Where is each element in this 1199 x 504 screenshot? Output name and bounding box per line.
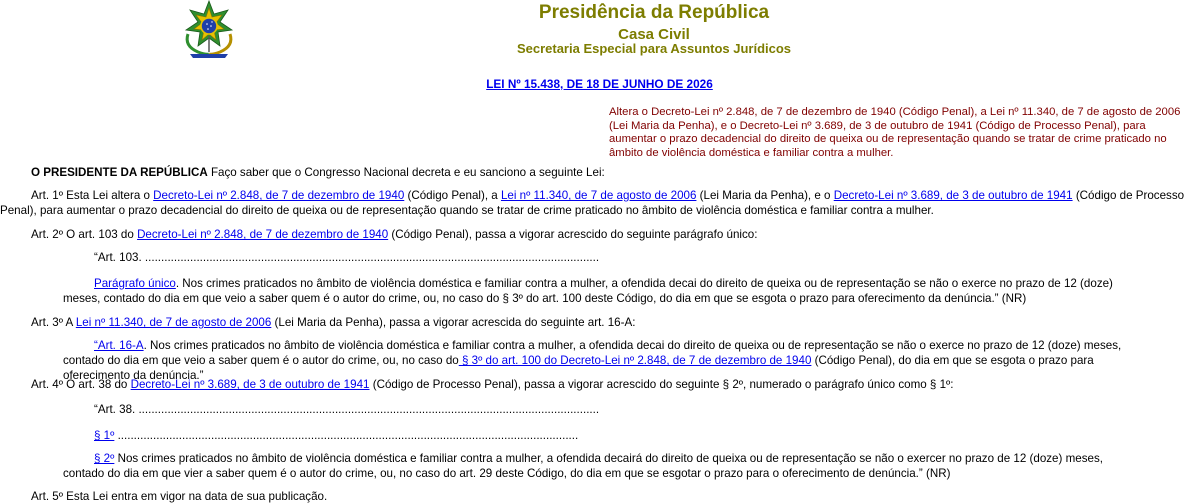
article-5: Art. 5º Esta Lei entra em vigor na data de sua publicação. bbox=[31, 490, 328, 503]
art3-text-2: (Lei Maria da Penha), passa a vigorar acrescida do seguinte art. 16-A: bbox=[271, 316, 636, 329]
art3-text-1: Art. 3º A bbox=[31, 316, 76, 329]
art16a-text-1: . Nos crimes praticados no âmbito de violência doméstica e familiar contra a mulher, a ofendida decai do direito de queixa ou de representação se não o exerce no prazo de 12 (doze) meses, contado do dia em que veio a saber quem é o autor do crime, ou, no caso do bbox=[63, 339, 1122, 367]
art2-paragrafo-unico-link[interactable]: Parágrafo único bbox=[94, 277, 176, 290]
art2-text-1: Art. 2º O art. 103 do bbox=[31, 228, 138, 241]
art4-paragraph-1-text: ............................................................................................................................................... bbox=[114, 429, 579, 442]
article-1 bbox=[0, 188, 1195, 218]
art4-text-2: (Código de Processo Penal), passa a vigorar acrescido do seguinte § 2º, numerado o parágrafo único como § 1º: bbox=[369, 378, 954, 391]
art16a-text-2: (Código Penal), do dia em que se esgota o prazo para oferecimento da denúncia.” bbox=[63, 354, 1094, 382]
art4-link-decreto-3689[interactable]: Decreto-Lei nº 3.689, de 3 de outubro de 1941 bbox=[130, 378, 370, 391]
art4-paragraph-1-link[interactable]: § 1º bbox=[94, 429, 115, 442]
header-secretariat: Secretaria Especial para Assuntos Jurídicos bbox=[516, 41, 792, 56]
art4-paragraph-2-link[interactable]: § 2º bbox=[94, 452, 115, 465]
art4-paragraph-2-text: Nos crimes praticados no âmbito de violência doméstica e familiar contra a mulher, a ofendida decairá do direito de queixa ou de representação se não o exercer no prazo de 12 (doze) meses, contado do dia em que vier a saber quem é o autor do crime, ou, no caso do art. 29 deste Código, do dia em que se esgotar o prazo para o oferecimento de denúncia.” (NR) bbox=[63, 452, 1103, 480]
art1-link-decreto-3689[interactable]: Decreto-Lei nº 3.689, de 3 de outubro de 1941 bbox=[833, 189, 1073, 202]
brazil-coat-of-arms-icon bbox=[178, 0, 240, 60]
law-title-link[interactable]: LEI Nº 15.438, DE 18 DE JUNHO DE 2026 bbox=[486, 77, 713, 91]
art1-link-lei-11340[interactable]: Lei nº 11.340, de 7 de agosto de 2006 bbox=[500, 189, 697, 202]
art1-text-3: (Lei Maria da Penha), e o bbox=[696, 189, 834, 202]
art1-text-1: Art. 1º Esta Lei altera o bbox=[31, 189, 154, 202]
header-title: Presidência da República bbox=[538, 2, 770, 23]
article-2 bbox=[31, 227, 1181, 242]
preamble bbox=[31, 165, 1181, 180]
art4-paragraph-2 bbox=[63, 451, 1143, 481]
art4-text-1: Art. 4º O art. 38 do bbox=[31, 378, 131, 391]
art2-paragrafo-unico bbox=[63, 276, 1143, 306]
article-3 bbox=[31, 315, 1181, 330]
art16a-link[interactable]: “Art. 16-A bbox=[94, 339, 144, 352]
art16a-link-art100[interactable]: § 3º do art. 100 do Decreto-Lei nº 2.848, de 7 de dezembro de 1940 bbox=[458, 354, 812, 367]
header-subtitle: Casa Civil bbox=[618, 26, 690, 43]
art4-paragraph-1 bbox=[94, 428, 1174, 443]
article-4 bbox=[31, 377, 1181, 392]
law-ementa: Altera o Decreto-Lei nº 2.848, de 7 de dezembro de 1940 (Código Penal), a Lei nº 11.340, de 7 de agosto de 2006 (Lei Maria da Penha), e o Decreto-Lei nº 3.689, de 3 de outubro de 1941 (Código de Processo Penal), para aumentar o prazo decadencial do direito de queixa ou de representação quando se tratar de crime praticado no âmbito de violência doméstica e familiar contra a mulher. bbox=[609, 106, 1181, 159]
art2-text-2: (Código Penal), passa a vigorar acrescido do seguinte parágrafo único: bbox=[388, 228, 758, 241]
art1-text-4: (Código de Processo Penal), para aumentar o prazo decadencial do direito de queixa ou de representação quando se tratar de crime praticado no âmbito de violência doméstica e familiar contra a mulher. bbox=[0, 189, 1185, 217]
art2-link-decreto-2848[interactable]: Decreto-Lei nº 2.848, de 7 de dezembro de 1940 bbox=[137, 228, 389, 241]
page-header bbox=[0, 0, 1199, 70]
art1-link-decreto-2848[interactable]: Decreto-Lei nº 2.848, de 7 de dezembro de 1940 bbox=[153, 189, 405, 202]
art1-text-2: (Código Penal), a bbox=[404, 189, 501, 202]
art3-link-lei-11340[interactable]: Lei nº 11.340, de 7 de agosto de 2006 bbox=[75, 316, 272, 329]
preamble-text: Faço saber que o Congresso Nacional decreta e eu sanciono a seguinte Lei: bbox=[207, 166, 605, 179]
art4-quote-head: “Art. 38. ............................................................................................................................................... bbox=[94, 403, 600, 416]
art2-quote-head: “Art. 103. ............................................................................................................................................. bbox=[94, 251, 600, 264]
art2-paragrafo-unico-text: . Nos crimes praticados no âmbito de violência doméstica e familiar contra a mulher, a ofendida decai do direito de queixa ou de representação se não o exerce no prazo de 12 (doze) meses, contado do dia em que veio a saber quem é o autor do crime, ou, no caso do § 3º do art. 100 deste Código, do dia em que se esgota o prazo para oferecimento da denúncia.” (NR) bbox=[63, 277, 1113, 305]
preamble-bold: O PRESIDENTE DA REPÚBLICA bbox=[31, 166, 208, 179]
law-title bbox=[0, 77, 1199, 91]
